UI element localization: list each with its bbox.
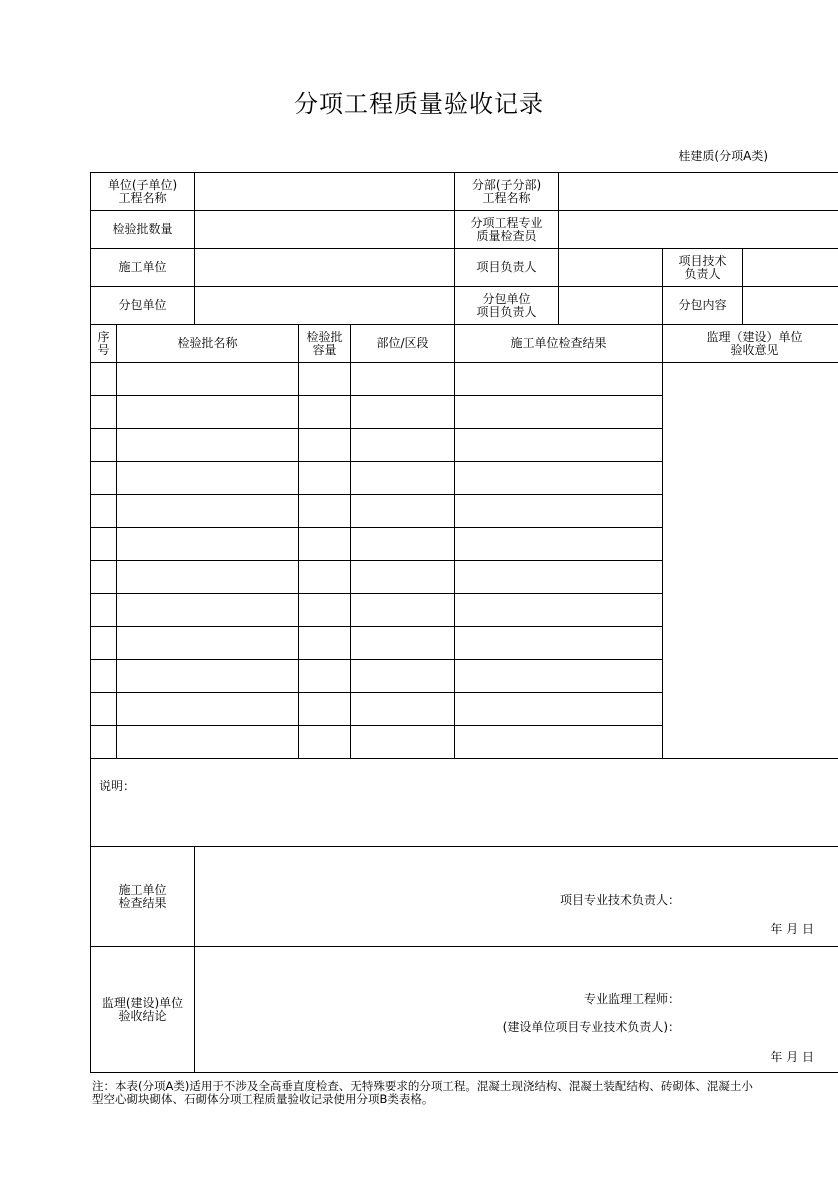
inspector-field[interactable] bbox=[559, 211, 838, 249]
row-index-cell[interactable] bbox=[91, 429, 117, 462]
location-cell[interactable] bbox=[351, 396, 455, 429]
subcontractor-label: 分包单位 bbox=[91, 287, 195, 325]
col-header-location: 部位/区段 bbox=[351, 325, 455, 363]
batch-capacity-cell[interactable] bbox=[299, 396, 351, 429]
row-index-cell[interactable] bbox=[91, 495, 117, 528]
batch-name-cell[interactable] bbox=[117, 429, 299, 462]
row-index-cell[interactable] bbox=[91, 693, 117, 726]
supervisor-conclusion-label: 监理(建设)单位 验收结论 bbox=[91, 947, 195, 1073]
unit-project-label: 单位(子单位) 工程名称 bbox=[91, 173, 195, 211]
supervisor-conclusion-row bbox=[91, 947, 838, 1073]
batch-capacity-cell[interactable] bbox=[299, 429, 351, 462]
supervisor-opinion-cell[interactable] bbox=[663, 363, 838, 759]
unit-project-field[interactable] bbox=[195, 173, 455, 211]
tech-lead-label: 项目技术 负责人 bbox=[663, 249, 743, 287]
contractor-result-cell[interactable] bbox=[455, 429, 663, 462]
location-cell[interactable] bbox=[351, 528, 455, 561]
batch-name-cell[interactable] bbox=[117, 495, 299, 528]
batch-name-cell[interactable] bbox=[117, 462, 299, 495]
location-cell[interactable] bbox=[351, 726, 455, 759]
batch-capacity-cell[interactable] bbox=[299, 495, 351, 528]
inspector-label: 分项工程专业 质量检查员 bbox=[455, 211, 559, 249]
batch-name-cell[interactable] bbox=[117, 627, 299, 660]
batch-name-cell[interactable] bbox=[117, 561, 299, 594]
header-row-2 bbox=[91, 211, 838, 249]
col-header-batch-capacity: 检验批 容量 bbox=[299, 325, 351, 363]
contractor-signer-label: 项目专业技术负责人： bbox=[560, 893, 681, 907]
notes-label: 说明： bbox=[99, 779, 136, 793]
page-title: 分项工程质量验收记录 bbox=[294, 90, 544, 118]
batch-name-cell[interactable] bbox=[117, 660, 299, 693]
table-header-row bbox=[91, 325, 838, 363]
sub-manager-label: 分包单位 项目负责人 bbox=[455, 287, 559, 325]
contractor-result-cell[interactable] bbox=[455, 396, 663, 429]
batch-name-cell[interactable] bbox=[117, 726, 299, 759]
subcontractor-field[interactable] bbox=[195, 287, 455, 325]
contractor-label: 施工单位 bbox=[91, 249, 195, 287]
project-manager-field[interactable] bbox=[559, 249, 663, 287]
batch-name-cell[interactable] bbox=[117, 396, 299, 429]
form-code: 桂建质(分项A类) bbox=[678, 149, 768, 163]
contractor-result-cell[interactable] bbox=[455, 462, 663, 495]
supervisor-date: 年 月 日 bbox=[770, 1050, 815, 1064]
supervisor-signer-label: 专业监理工程师： bbox=[584, 992, 681, 1006]
batch-capacity-cell[interactable] bbox=[299, 363, 351, 396]
batch-capacity-cell[interactable] bbox=[299, 693, 351, 726]
col-header-batch-name: 检验批名称 bbox=[117, 325, 299, 363]
header-row-1 bbox=[91, 173, 838, 211]
batch-name-cell[interactable] bbox=[117, 363, 299, 396]
contractor-result-cell[interactable] bbox=[455, 495, 663, 528]
batch-name-cell[interactable] bbox=[117, 594, 299, 627]
batch-capacity-cell[interactable] bbox=[299, 462, 351, 495]
contractor-result-cell[interactable] bbox=[455, 528, 663, 561]
batch-capacity-cell[interactable] bbox=[299, 528, 351, 561]
location-cell[interactable] bbox=[351, 693, 455, 726]
project-manager-label: 项目负责人 bbox=[455, 249, 559, 287]
location-cell[interactable] bbox=[351, 561, 455, 594]
row-index-cell[interactable] bbox=[91, 726, 117, 759]
row-index-cell[interactable] bbox=[91, 396, 117, 429]
contractor-result-cell[interactable] bbox=[455, 693, 663, 726]
contractor-result-cell[interactable] bbox=[455, 594, 663, 627]
sub-division-label: 分部(子分部) 工程名称 bbox=[455, 173, 559, 211]
contractor-result-field[interactable] bbox=[195, 847, 838, 947]
sub-manager-field[interactable] bbox=[559, 287, 663, 325]
batch-count-label: 检验批数量 bbox=[91, 211, 195, 249]
footnote: 注：本表(分项A类)适用于不涉及全高垂直度检查、无特殊要求的分项工程。混凝土现浇结构、混凝土装配结构、砖砌体、混凝土小型空心砌块砌体、石砌体分项工程质量验收记录使用分项B类表格。 bbox=[92, 1079, 753, 1106]
col-header-supervisor-opinion: 监理（建设）单位 验收意见 bbox=[663, 325, 838, 363]
contractor-result-cell[interactable] bbox=[455, 660, 663, 693]
notes-field[interactable] bbox=[91, 759, 838, 847]
location-cell[interactable] bbox=[351, 594, 455, 627]
header-row-4 bbox=[91, 287, 838, 325]
col-header-index: 序 号 bbox=[91, 325, 117, 363]
location-cell[interactable] bbox=[351, 462, 455, 495]
row-index-cell[interactable] bbox=[91, 462, 117, 495]
contractor-result-cell[interactable] bbox=[455, 726, 663, 759]
row-index-cell[interactable] bbox=[91, 660, 117, 693]
location-cell[interactable] bbox=[351, 429, 455, 462]
supervisor-signer-alt-label: (建设单位项目专业技术负责人)： bbox=[502, 1020, 681, 1034]
contractor-field[interactable] bbox=[195, 249, 455, 287]
sub-division-field[interactable] bbox=[559, 173, 838, 211]
contractor-result-cell[interactable] bbox=[455, 363, 663, 396]
batch-capacity-cell[interactable] bbox=[299, 726, 351, 759]
location-cell[interactable] bbox=[351, 363, 455, 396]
location-cell[interactable] bbox=[351, 627, 455, 660]
contractor-result-label: 施工单位 检查结果 bbox=[91, 847, 195, 947]
header-row-3 bbox=[91, 249, 838, 287]
row-index-cell[interactable] bbox=[91, 528, 117, 561]
row-index-cell[interactable] bbox=[91, 561, 117, 594]
batch-name-cell[interactable] bbox=[117, 528, 299, 561]
sub-content-field[interactable] bbox=[743, 287, 838, 325]
table-row bbox=[91, 363, 838, 396]
batch-name-cell[interactable] bbox=[117, 693, 299, 726]
col-header-contractor-result: 施工单位检查结果 bbox=[455, 325, 663, 363]
batch-capacity-cell[interactable] bbox=[299, 627, 351, 660]
inspection-record-form bbox=[90, 172, 838, 1073]
contractor-result-cell[interactable] bbox=[455, 627, 663, 660]
batch-capacity-cell[interactable] bbox=[299, 561, 351, 594]
row-index-cell[interactable] bbox=[91, 627, 117, 660]
batch-count-field[interactable] bbox=[195, 211, 455, 249]
contractor-result-cell[interactable] bbox=[455, 561, 663, 594]
batch-capacity-cell[interactable] bbox=[299, 660, 351, 693]
supervisor-conclusion-field[interactable] bbox=[195, 947, 838, 1073]
location-cell[interactable] bbox=[351, 495, 455, 528]
location-cell[interactable] bbox=[351, 660, 455, 693]
contractor-result-row bbox=[91, 847, 838, 947]
row-index-cell[interactable] bbox=[91, 594, 117, 627]
batch-capacity-cell[interactable] bbox=[299, 594, 351, 627]
sub-content-label: 分包内容 bbox=[663, 287, 743, 325]
notes-row bbox=[91, 759, 838, 847]
tech-lead-field[interactable] bbox=[743, 249, 838, 287]
contractor-date: 年 月 日 bbox=[770, 922, 815, 936]
row-index-cell[interactable] bbox=[91, 363, 117, 396]
